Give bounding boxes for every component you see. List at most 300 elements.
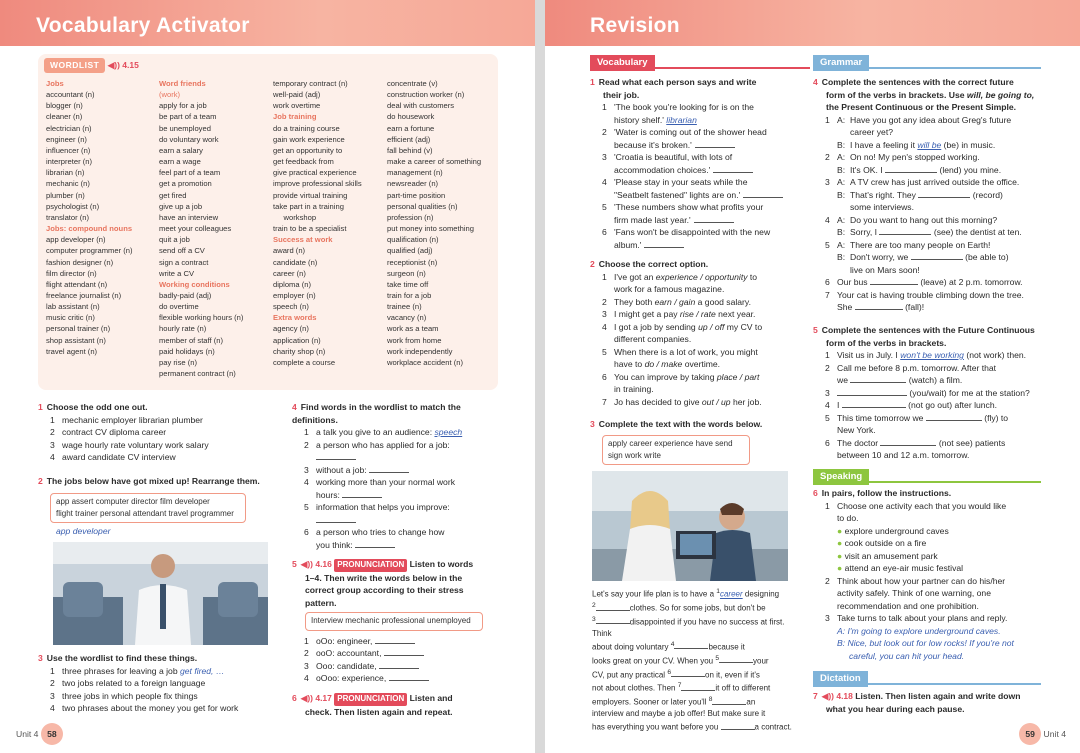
wordlist-entry: permanent contract (n) bbox=[159, 369, 236, 379]
text-segment: designing bbox=[742, 589, 780, 599]
answer-line[interactable] bbox=[719, 655, 753, 663]
answer-line[interactable] bbox=[880, 438, 936, 446]
dialogue-text bbox=[850, 151, 980, 164]
text-line bbox=[592, 719, 804, 733]
exercise-3: 3 Use the wordlist to find these things. 1 three phrases for leaving a job get fired, … 2 two jobs related to a foreign language 3 three jobs in which people fix things 4 two phrases about the money you get for work bbox=[38, 653, 239, 713]
list-item bbox=[602, 396, 812, 409]
item-text bbox=[614, 101, 754, 126]
wordlist-entry: take time off bbox=[387, 279, 429, 289]
wordlist-entry: cleaner (n) bbox=[46, 112, 83, 122]
list-item: (you/wait) for me at the station? bbox=[907, 387, 1030, 398]
exercise-title: the Present Continuous or the Present Simple. bbox=[826, 102, 1017, 112]
exercise-number: 1 bbox=[590, 77, 595, 87]
wordlist-entry: hourly rate (n) bbox=[159, 324, 207, 334]
item-text bbox=[614, 176, 783, 201]
exercise-title: their job. bbox=[603, 89, 640, 100]
exercise-title: form of the verbs in brackets. bbox=[826, 337, 947, 348]
dialogue-line bbox=[825, 114, 1048, 127]
item-text bbox=[614, 151, 753, 176]
answer-line[interactable] bbox=[911, 252, 963, 260]
gap-number: 1 bbox=[716, 588, 720, 595]
wordlist-entry: career (n) bbox=[273, 268, 306, 278]
bullet-icon: ● bbox=[837, 525, 843, 536]
audio-icon[interactable]: ◀)) 4.16 bbox=[300, 559, 332, 569]
wordlist-entry: earn a fortune bbox=[387, 123, 435, 133]
exercise-title-emphasis: will, be going to, bbox=[966, 89, 1035, 100]
list-item: The doctor bbox=[837, 437, 881, 448]
item-number: 3 bbox=[825, 177, 830, 187]
text-segment: not about clothes. Then bbox=[592, 684, 678, 694]
dialogue-segment: some interviews. bbox=[850, 202, 914, 212]
word-box: Interview mechanic professional unemployed bbox=[305, 612, 483, 631]
item-line: I might get a pay bbox=[614, 309, 680, 319]
item-line: 'Please stay in your seats while the bbox=[614, 177, 748, 187]
list-item: (leave) at 2 p.m. tomorrow. bbox=[917, 277, 1023, 287]
wordlist-entry: travel agent (n) bbox=[46, 346, 98, 356]
item-number: 4 bbox=[825, 214, 830, 225]
item-line: next year. bbox=[715, 309, 756, 319]
item-line: her job. bbox=[730, 396, 762, 407]
item-line: in training. bbox=[614, 384, 654, 394]
item-number: 6 bbox=[602, 371, 607, 382]
dialogue-segment: career yet? bbox=[850, 127, 893, 137]
option-choice: earn / gain bbox=[654, 296, 696, 307]
answer-line[interactable] bbox=[743, 190, 783, 198]
wordlist-entry: pay rise (n) bbox=[159, 357, 197, 367]
item-line: You can improve by taking bbox=[614, 371, 717, 382]
item-line: 'Water is coming out of the shower head bbox=[614, 127, 767, 137]
item-number bbox=[825, 189, 837, 202]
exercise-title: Complete the text with the words below. bbox=[598, 419, 763, 429]
dialogue-line bbox=[825, 126, 1048, 139]
item-number: 3 bbox=[602, 152, 607, 162]
text-segment: Let's say your life plan is to have a bbox=[592, 589, 717, 599]
list-item: working more than your normal work bbox=[316, 477, 455, 487]
page-footer bbox=[1019, 723, 1066, 745]
item-number: 1 bbox=[825, 114, 830, 125]
answer-line[interactable] bbox=[695, 140, 735, 148]
answer-line[interactable] bbox=[681, 683, 715, 691]
text-line bbox=[592, 639, 804, 653]
item-line: a good salary. bbox=[695, 296, 751, 307]
answer-line[interactable] bbox=[850, 375, 906, 383]
list-item: (fly) to bbox=[981, 412, 1009, 423]
list-item bbox=[602, 296, 812, 309]
dialogue-segment: Do you want to hang out this morning? bbox=[850, 214, 998, 225]
answer-line[interactable] bbox=[596, 603, 630, 611]
answer-line[interactable] bbox=[842, 400, 906, 408]
answer-line[interactable] bbox=[342, 490, 382, 498]
bullet-icon: ● bbox=[837, 550, 843, 561]
exercise-1: 1 Choose the odd one out. 1 mechanic employer librarian plumber 2 contract CV diploma career 3 wage hourly rate voluntary work salary 4 award candidate CV interview bbox=[38, 402, 209, 462]
dialogue-text bbox=[850, 126, 893, 139]
item-line: accommodation choices.' bbox=[614, 164, 711, 175]
wordlist-entry: speech (n) bbox=[273, 302, 309, 312]
dialogue-line bbox=[825, 226, 1048, 239]
wordlist-entry: shop assistant (n) bbox=[46, 335, 106, 345]
wordlist-entry: provide virtual training bbox=[273, 190, 348, 200]
answer-line[interactable] bbox=[596, 616, 630, 624]
list-item: Our bus bbox=[837, 277, 870, 287]
dialogue-text bbox=[850, 201, 914, 214]
wordlist-entry: get an opportunity to bbox=[273, 145, 343, 155]
wordlist-entry: personal qualities (n) bbox=[387, 201, 458, 211]
wordlist-subheading: (work) bbox=[159, 90, 181, 100]
answer-line[interactable] bbox=[879, 227, 931, 235]
exercise-6 bbox=[292, 692, 507, 718]
item-text bbox=[614, 126, 767, 151]
list-item: Choose one activity each that you would like bbox=[837, 500, 1007, 511]
text-segment: interview and maybe a job offer! But make sure it bbox=[592, 709, 766, 719]
text-line bbox=[592, 653, 804, 667]
wordlist-entry: qualification (n) bbox=[387, 235, 439, 245]
list-item: a person who has applied for a job: bbox=[316, 439, 450, 450]
exercise-title: Use the wordlist to find these things. bbox=[46, 653, 198, 663]
dialogue-line bbox=[825, 251, 1048, 264]
wordlist-entry: plumber (n) bbox=[46, 190, 85, 200]
item-number: 1 bbox=[602, 271, 607, 282]
dialogue-line bbox=[825, 139, 1048, 152]
answer-line[interactable] bbox=[855, 302, 903, 310]
wordlist-entry: work independently bbox=[387, 346, 453, 356]
page-number: 58 bbox=[41, 723, 63, 745]
dialogue-text bbox=[850, 164, 1001, 177]
page-title: Revision bbox=[590, 14, 680, 37]
option-choice: do / make bbox=[644, 359, 683, 369]
unit-label: Unit 4 bbox=[16, 729, 39, 739]
speaker-label: B: bbox=[837, 227, 846, 237]
section-label: Vocabulary bbox=[590, 55, 655, 71]
exercise-title: Listen to words bbox=[409, 559, 474, 569]
wordlist-entry: deal with customers bbox=[387, 101, 455, 111]
item-line: 'These numbers show what profits your bbox=[614, 202, 764, 212]
option-choice: place / part bbox=[716, 371, 760, 382]
list-item: (fall)! bbox=[902, 302, 925, 312]
list-item: Call me before 8 p.m. tomorrow. After that bbox=[837, 362, 997, 373]
audio-icon[interactable]: ◀)) 4.15 bbox=[107, 60, 139, 70]
wordlist-heading: Jobs: compound nouns bbox=[46, 224, 133, 234]
wordlist-entry: influencer (n) bbox=[46, 145, 91, 155]
bullet-icon: ● bbox=[837, 563, 843, 573]
list-item: Take turns to talk about your plans and reply. bbox=[837, 613, 1008, 623]
wordlist-entry: temporary contract (n) bbox=[273, 79, 348, 88]
item-number bbox=[825, 164, 837, 177]
example-answer: career bbox=[719, 589, 743, 599]
section-label: Speaking bbox=[813, 469, 869, 485]
item-number: 4 bbox=[602, 321, 607, 332]
wordlist-entry: vacancy (n) bbox=[387, 313, 427, 323]
text-segment: clothes. So bbox=[629, 603, 672, 613]
gap-fill-text bbox=[592, 586, 804, 733]
wordlist-entry: do housework bbox=[387, 112, 435, 122]
pronunciation-badge: PRONUNCIATION bbox=[334, 693, 407, 706]
speaker-label: B: bbox=[837, 252, 846, 262]
item-number bbox=[825, 251, 837, 264]
answer-line[interactable] bbox=[379, 661, 419, 669]
exercise-title: The jobs below have got mixed up! Rearrange them. bbox=[46, 476, 260, 486]
text-segment: disappointed if you have no success at first. Think bbox=[592, 617, 785, 638]
item-text bbox=[614, 346, 758, 371]
answer-line[interactable] bbox=[837, 388, 907, 396]
dialogue-segment: (be able to) bbox=[962, 252, 1009, 262]
exercise-title: Find words in the wordlist to match the definitions. bbox=[292, 402, 461, 425]
exercise-title: Choose the odd one out. bbox=[46, 402, 148, 412]
item-line: 'Fans won't be disappointed with the new bbox=[614, 227, 771, 237]
wordlist-entry: work as a team bbox=[387, 324, 439, 334]
dialogue-text bbox=[850, 189, 1003, 202]
answer-line[interactable] bbox=[721, 722, 755, 730]
text-segment: because it bbox=[708, 642, 745, 652]
exercise-5: 5 ◀)) 4.16 PRONUNCIATION Listen to words 1–4. Then write the words below in the correct group according to their stress pattern. Interview mechanic professional unemployed 1 oOo: engineer, 2 ooO: accountant, 3 Ooo: candidate, 4 oOoo: experience, bbox=[292, 558, 507, 685]
dialogue-line bbox=[825, 151, 1048, 164]
list-item: two phrases about the money you get for work bbox=[62, 703, 239, 713]
dialogue-segment: Don't worry, we bbox=[850, 252, 911, 262]
list-item: (not work) then. bbox=[963, 350, 1027, 360]
answer-line[interactable] bbox=[674, 641, 708, 649]
wordlist-entry: trainee (n) bbox=[387, 302, 422, 312]
item-line: When there is a lot of work, you might bbox=[614, 346, 758, 357]
item-line: work for a famous magazine. bbox=[614, 284, 725, 294]
wordlist-entry: agency (n) bbox=[273, 324, 309, 334]
answer-line[interactable] bbox=[375, 636, 415, 644]
wordlist-entry: construction worker (n) bbox=[387, 90, 465, 100]
dialogue-segment: (be) in music. bbox=[941, 139, 996, 150]
page-number: 59 bbox=[1019, 723, 1041, 745]
list-item: three jobs in which people fix things bbox=[62, 690, 198, 701]
answer-line[interactable] bbox=[885, 165, 937, 173]
dialogue-text bbox=[850, 214, 997, 227]
exercise-2 bbox=[38, 475, 288, 537]
list-item: recommendation and one prohibition. bbox=[837, 600, 979, 611]
vocab-exercise-2 bbox=[590, 258, 812, 408]
answer-line[interactable] bbox=[369, 465, 409, 473]
wordlist-entry: diploma (n) bbox=[273, 279, 311, 289]
list-item: She bbox=[837, 302, 855, 312]
answer-line[interactable] bbox=[712, 697, 746, 705]
wordlist-entry: paid holidays (n) bbox=[159, 346, 215, 356]
example-answer: librarian bbox=[666, 114, 697, 125]
item-number bbox=[825, 201, 837, 214]
item-number: 5 bbox=[825, 239, 830, 250]
wordlist-entry: translator (n) bbox=[46, 212, 90, 222]
word-box-line: flight trainer personal attendant travel programmer bbox=[56, 508, 234, 518]
list-item bbox=[602, 371, 812, 396]
pronunciation-badge: PRONUNCIATION bbox=[334, 559, 407, 572]
text-segment: for some jobs, but don't be bbox=[671, 603, 766, 613]
wordlist-entry: do voluntary work bbox=[159, 134, 219, 144]
answer-line[interactable] bbox=[316, 515, 356, 523]
wordlist-entry: efficient (adj) bbox=[387, 134, 431, 144]
exercise-title: Listen. Then listen again and write down bbox=[855, 691, 1021, 701]
wordlist-entry: be unemployed bbox=[159, 123, 211, 133]
example-answer: B: Nice, but look out for low rocks! If you're not bbox=[837, 638, 1014, 648]
item-number: 2 bbox=[602, 296, 607, 307]
list-item: information that helps you improve: bbox=[316, 502, 450, 512]
dialogue-segment: Sorry, I bbox=[850, 227, 880, 237]
wordlist-entry: newsreader (n) bbox=[387, 179, 439, 189]
wordlist-entry: do overtime bbox=[159, 302, 199, 312]
exercise-number: 6 bbox=[292, 693, 297, 703]
wordlist-entry: personal trainer (n) bbox=[46, 324, 111, 334]
list-item: we bbox=[837, 375, 851, 385]
example-answer: speech bbox=[434, 427, 463, 437]
dialogue-line bbox=[825, 176, 1048, 189]
wordlist-entry: badly-paid (adj) bbox=[159, 290, 212, 300]
list-item: Your cat is having trouble climbing down the tree. bbox=[837, 289, 1024, 300]
answer-line[interactable] bbox=[671, 669, 705, 677]
item-number bbox=[825, 264, 837, 277]
dialogue-segment: (lend) you mine. bbox=[937, 164, 1002, 175]
item-text bbox=[614, 396, 762, 409]
answer-line[interactable] bbox=[713, 165, 753, 173]
answer-line[interactable] bbox=[389, 673, 429, 681]
list-item: (not see) patients bbox=[936, 437, 1006, 448]
exercise-number: 2 bbox=[590, 259, 595, 269]
dialogue-segment: live on Mars soon! bbox=[850, 264, 920, 275]
wordlist-entry: lab assistant (n) bbox=[46, 302, 100, 312]
gap-number: 5 bbox=[715, 654, 720, 662]
wordlist-heading: Extra words bbox=[273, 313, 317, 323]
list-item: hours: bbox=[316, 489, 340, 500]
wordlist-entry: be part of a team bbox=[159, 112, 217, 122]
section-label: Grammar bbox=[813, 55, 869, 71]
wordlist-entry: workshop bbox=[273, 212, 317, 222]
wordlist-entry: get feedback from bbox=[273, 157, 334, 167]
list-item bbox=[602, 151, 812, 176]
exercise-number: 5 bbox=[813, 325, 818, 335]
speaker-label bbox=[837, 264, 850, 277]
item-line: overtime. bbox=[682, 359, 721, 369]
dialogue-text bbox=[850, 264, 920, 277]
speaker-label: B: bbox=[837, 139, 846, 150]
item-line: 'The book you're looking for is on the bbox=[614, 102, 754, 112]
word-box bbox=[602, 435, 750, 465]
exercise-number: 2 bbox=[38, 476, 43, 486]
exercise-title: 1–4. Then write the words below in the bbox=[305, 572, 463, 583]
dialogue-line bbox=[825, 214, 1048, 227]
wordlist-entry: film director (n) bbox=[46, 268, 97, 278]
wordlist-entry: earn a wage bbox=[159, 157, 201, 167]
dialogue-text bbox=[850, 176, 1019, 189]
item-line: album.' bbox=[614, 239, 642, 250]
wordlist-entry: profession (n) bbox=[387, 212, 434, 222]
speaker-label: B: bbox=[837, 189, 846, 200]
wordlist-entry: award (n) bbox=[273, 246, 306, 256]
wordlist-entry: fashion designer (n) bbox=[46, 257, 114, 267]
item-number: 7 bbox=[602, 396, 607, 407]
wordlist-heading: Job training bbox=[273, 112, 317, 122]
text-line bbox=[592, 614, 804, 639]
gap-number: 6 bbox=[667, 668, 672, 676]
exercise-number: 3 bbox=[38, 653, 43, 663]
item-text bbox=[614, 201, 763, 226]
wordlist-entry: give up a job bbox=[159, 201, 203, 211]
item-line: They both bbox=[614, 296, 655, 307]
wordlist-entry: improve professional skills bbox=[273, 179, 362, 189]
wordlist-entry: take part in a training bbox=[273, 201, 344, 211]
speaking-exercise-6: 6 In pairs, follow the instructions. 1 Choose one activity each that you would like to do. ● explore underground caves ● cook outside on a fire ● visit an amusement park ● attend an eye-air music festival 2 Think about how your partner can do his/her activity safely. Think of one warning, one recommendation and one prohibition. 3 Take turns to talk about your plans and reply. A: I'm going to explore underground caves. B: Nice, but look out for low rocks! If you're not careful, you can hit your head. bbox=[813, 487, 1048, 662]
text-segment: looks great on your CV. When you bbox=[592, 656, 716, 666]
dialogue-segment: On no! My pen's stopped working. bbox=[850, 152, 980, 162]
wordlist-entry: feel part of a team bbox=[159, 168, 221, 178]
wordlist-entry: meet your colleagues bbox=[159, 224, 232, 234]
item-line: history shelf.' bbox=[614, 114, 667, 125]
wordlist-entry: candidate (n) bbox=[273, 257, 318, 267]
steward-photo bbox=[53, 542, 268, 645]
item-text bbox=[614, 308, 755, 321]
text-line bbox=[592, 586, 804, 600]
answer-line[interactable] bbox=[870, 277, 918, 285]
exercise-number: 1 bbox=[38, 402, 43, 412]
text-segment: an bbox=[746, 697, 756, 707]
audio-icon[interactable]: ◀)) 4.17 bbox=[300, 693, 332, 703]
answer-line[interactable] bbox=[644, 240, 684, 248]
page-title: Vocabulary Activator bbox=[36, 14, 250, 37]
list-item: a talk you give to an audience: bbox=[316, 427, 435, 437]
item-text bbox=[614, 296, 751, 309]
item-number: 1 bbox=[602, 102, 607, 112]
list-item: three phrases for leaving a job bbox=[62, 665, 180, 676]
example-answer: app developer bbox=[56, 525, 111, 536]
answer-line[interactable] bbox=[918, 190, 970, 198]
gap-number: 7 bbox=[677, 682, 682, 690]
wordlist-entry: train for a job bbox=[387, 290, 432, 300]
exercise-number: 6 bbox=[813, 488, 818, 498]
answer-line[interactable] bbox=[355, 540, 395, 548]
wordlist-entry: apply for a job bbox=[159, 101, 207, 111]
speaker-label bbox=[837, 201, 850, 214]
wordlist-entry: receptionist (n) bbox=[387, 257, 438, 267]
speaker-label: A: bbox=[837, 152, 846, 162]
wordlist-entry: qualified (adj) bbox=[387, 246, 433, 256]
answer-line[interactable] bbox=[316, 452, 356, 460]
text-segment: your bbox=[753, 656, 769, 666]
wordlist-entry: accountant (n) bbox=[46, 90, 95, 100]
section-label: Dictation bbox=[813, 671, 868, 687]
item-line: have to bbox=[614, 359, 645, 369]
item-text bbox=[614, 371, 759, 396]
audio-icon[interactable]: ◀)) 4.18 bbox=[821, 691, 853, 701]
list-item: to do. bbox=[837, 513, 859, 523]
list-item: mechanic employer librarian plumber bbox=[62, 414, 203, 425]
answer-line[interactable] bbox=[384, 648, 424, 656]
wordlist-header bbox=[44, 58, 139, 73]
wordlist-entry: management (n) bbox=[387, 168, 443, 178]
wordlist-column-3 bbox=[273, 78, 362, 368]
text-line bbox=[592, 667, 804, 681]
item-text bbox=[614, 321, 762, 346]
dialogue-line bbox=[825, 201, 1048, 214]
wordlist-heading: Working conditions bbox=[159, 279, 230, 289]
answer-line[interactable] bbox=[694, 215, 734, 223]
answer-line[interactable] bbox=[926, 413, 982, 421]
item-number: 3 bbox=[602, 309, 607, 319]
right-page bbox=[545, 0, 1080, 753]
text-segment: has everything you want before you bbox=[592, 722, 721, 732]
grammar-exercise-4: 4 Complete the sentences with the correct future form of the verbs in brackets. Use will, be going to, the Present Continuous or the Present Simple. 1 A: Have you got any idea about Greg's future career yet? B: I have a feeling it will be (be) in music. 2 A: On no! My pen's stopped working. B: It's OK. I (lend) you mine. 3 A: A TV crew has just arrived outside the office. B: That's right. They (record) some interviews. 4 A: Do you want to hang out this morning? B: Sorry, I (see) the dentist at ten. 5 A: There are too many people on Earth! B: Don't worry, we (be able to) live on Mars soon! 6 Our bus (leave) at 2 p.m. tomorrow. 7 Your cat is having trouble climbing down the tree. She (fall)! bbox=[813, 76, 1048, 314]
item-number: 5 bbox=[602, 346, 607, 357]
wordlist-entry: surgeon (n) bbox=[387, 268, 426, 278]
wordlist-entry: interpreter (n) bbox=[46, 157, 93, 167]
wordlist-entry: mechanic (n) bbox=[46, 179, 90, 189]
item-line: different companies. bbox=[614, 334, 692, 344]
list-item: activity safely. Think of one warning, one bbox=[837, 588, 991, 598]
wordlist-entry: member of staff (n) bbox=[159, 335, 224, 345]
item-number: 2 bbox=[602, 127, 607, 137]
wordlist-entry: concentrate (v) bbox=[387, 79, 438, 88]
wordlist-entry: employer (n) bbox=[273, 290, 316, 300]
exercise-number: 3 bbox=[590, 419, 595, 429]
